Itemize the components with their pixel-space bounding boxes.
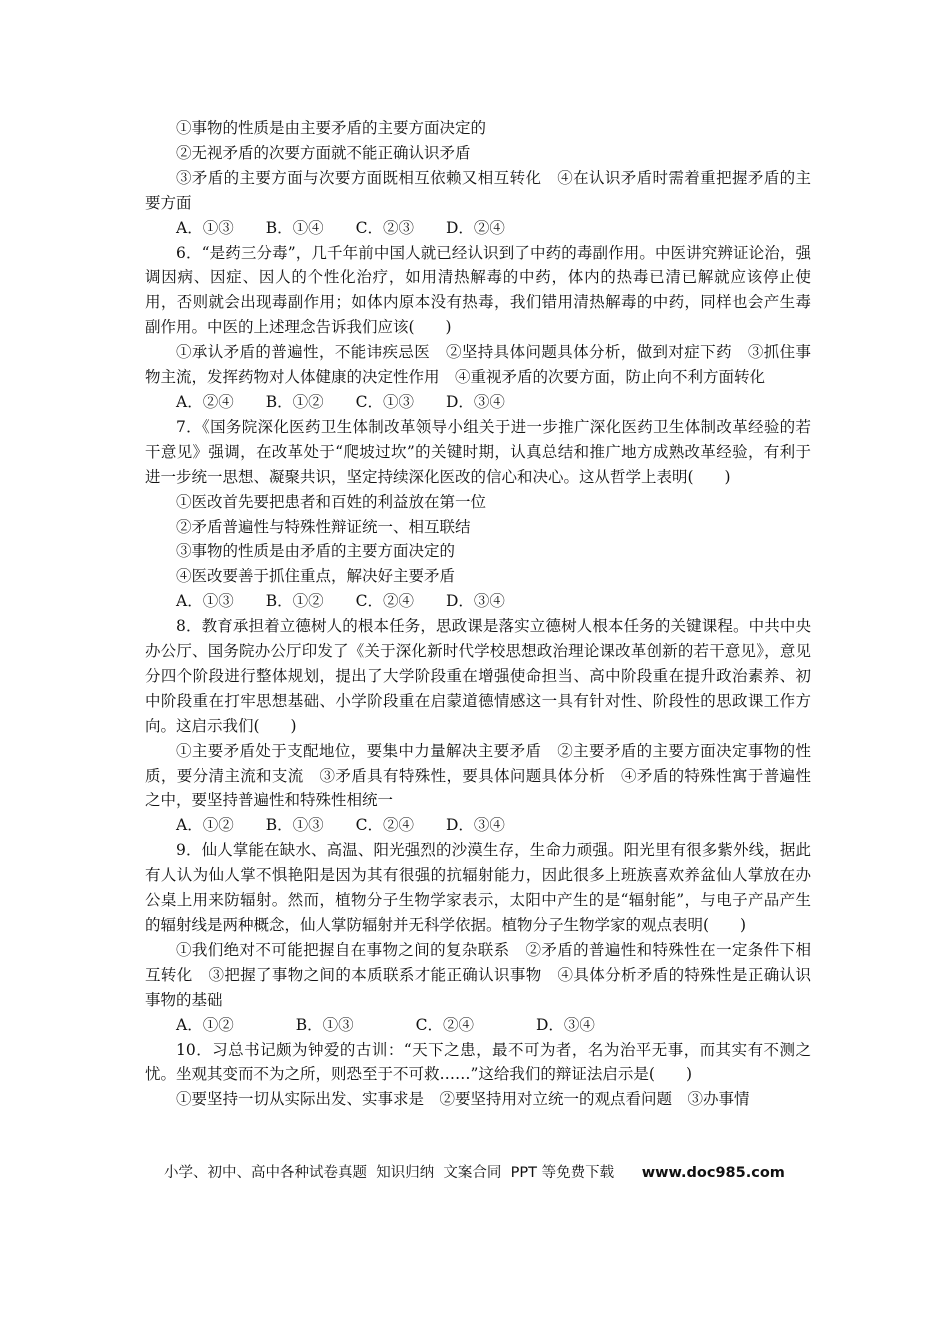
answer-option: D．③④ bbox=[445, 816, 505, 835]
footer-website: www.doc985.com bbox=[641, 1165, 785, 1181]
answer-option: B．①② bbox=[265, 392, 324, 411]
answer-options bbox=[145, 813, 811, 838]
answer-option: B．①② bbox=[265, 592, 324, 611]
answer-options bbox=[145, 216, 811, 241]
page-footer bbox=[164, 1161, 804, 1182]
text-paragraph: ①承认矛盾的普遍性，不能讳疾忌医 ②坚持具体问题具体分析，做到对症下药 ③抓住事物主流，发挥药物对人体健康的决定性作用 ④重视矛盾的次要方面，防止向不利方面转化 bbox=[145, 343, 811, 387]
answer-option: A．①② bbox=[176, 816, 234, 835]
answer-option: C．①③ bbox=[355, 392, 414, 411]
text-paragraph: ②无视矛盾的次要方面就不能正确认识矛盾 bbox=[176, 143, 471, 162]
text-paragraph: ④医改要善于抓住重点，解决好主要矛盾 bbox=[176, 567, 456, 586]
text-paragraph: ③事物的性质是由矛盾的主要方面决定的 bbox=[176, 542, 456, 561]
text-paragraph: 7．《国务院深化医药卫生体制改革领导小组关于进一步推广深化医药卫生体制改革经验的若干意见》强调，在改革处于“爬坡过坎”的关键时期，认真总结和推广地方成熟改革经验，有利于进一步统一思想、凝聚共识，坚定持续深化医改的信心和决心。这从哲学上表明( ) bbox=[145, 417, 811, 486]
answer-option: A．①③ bbox=[176, 218, 234, 237]
answer-option: D．②④ bbox=[445, 218, 505, 237]
answer-option: C．②④ bbox=[355, 592, 414, 611]
text-paragraph: 8．教育承担着立德树人的根本任务，思政课是落实立德树人根本任务的关键课程。中共中央办公厅、国务院办公厅印发了《关于深化新时代学校思想政治理论课改革创新的若干意见》，意见分四个阶段进行整体规划，提出了大学阶段重在增强使命担当、高中阶段重在提升政治素养、初中阶段重在打牢思想基础、小学阶段重在启蒙道德情感这一具有针对性、阶段性的思政课工作方向。这启示我们( ) bbox=[145, 617, 811, 735]
answer-option: D．③④ bbox=[445, 392, 505, 411]
text-paragraph: ①主要矛盾处于支配地位，要集中力量解决主要矛盾 ②主要矛盾的主要方面决定事物的性质，要分清主流和支流 ③矛盾具有特殊性，要具体问题具体分析 ④矛盾的特殊性寓于普遍性之中，要坚持普遍性和特殊性相统一 bbox=[145, 741, 811, 810]
text-paragraph: ①我们绝对不可能把握自在事物之间的复杂联系 ②矛盾的普遍性和特殊性在一定条件下相互转化 ③把握了事物之间的本质联系才能正确认识事物 ④具体分析矛盾的特殊性是正确认识事物的基础 bbox=[145, 940, 811, 1009]
answer-option: C．②④ bbox=[415, 1015, 474, 1034]
text-paragraph: 6．“是药三分毒”，几千年前中国人就已经认识到了中药的毒副作用。中医讲究辨证论治，强调因病、因症、因人的个性化治疗，如用清热解毒的中药，体内的热毒已清已解就应该停止使用，否则就会出现毒副作用；如体内原本没有热毒，我们错用清热解毒的中药，同样也会产生毒副作用。中医的上述理念告诉我们应该( ) bbox=[145, 243, 811, 337]
text-paragraph: 10．习总书记颇为钟爱的古训：“天下之患，最不可为者，名为治平无事，而其实有不测之忧。坐观其变而不为之所，则恐至于不可救……”这给我们的辩证法启示是( ) bbox=[145, 1040, 811, 1084]
answer-option: A．①② bbox=[176, 1015, 234, 1034]
text-paragraph: 9．仙人掌能在缺水、高温、阳光强烈的沙漠生存，生命力顽强。阳光里有很多紫外线，据此有人认为仙人掌不惧艳阳是因为其有很强的抗辐射能力，因此很多上班族喜欢养盆仙人掌放在办公桌上用来防辐射。然而，植物分子生物学家表示，太阳中产生的是“辐射能”，与电子产品产生的辐射线是两种概念，仙人掌防辐射并无科学依据。植物分子生物学家的观点表明( ) bbox=[145, 841, 811, 934]
answer-option: D．③④ bbox=[535, 1015, 595, 1034]
answer-options bbox=[145, 390, 811, 415]
answer-option: C．②③ bbox=[355, 218, 414, 237]
text-paragraph: ①要坚持一切从实际出发、实事求是 ②要坚持用对立统一的观点看问题 ③办事情 bbox=[176, 1090, 750, 1109]
answer-options bbox=[145, 589, 811, 614]
answer-option: A．①③ bbox=[176, 592, 234, 611]
text-paragraph: ①事物的性质是由主要矛盾的主要方面决定的 bbox=[176, 119, 487, 137]
answer-option: D．③④ bbox=[445, 592, 505, 611]
text-paragraph: ②矛盾普遍性与特殊性辩证统一、相互联结 bbox=[176, 517, 471, 536]
footer-text: 小学、初中、高中各种试卷真题 知识归纳 文案合同 PPT 等免费下载 bbox=[164, 1165, 615, 1181]
answer-options bbox=[145, 1013, 811, 1038]
answer-option: B．①④ bbox=[265, 218, 324, 237]
answer-option: A．②④ bbox=[176, 392, 234, 411]
answer-option: B．①③ bbox=[265, 816, 324, 835]
answer-option: C．②④ bbox=[355, 816, 414, 835]
document-body bbox=[145, 116, 811, 1112]
answer-option: B．①③ bbox=[295, 1015, 354, 1034]
text-paragraph: ③矛盾的主要方面与次要方面既相互依赖又相互转化 ④在认识矛盾时需着重把握矛盾的主要方面 bbox=[145, 168, 811, 212]
text-paragraph: ①医改首先要把患者和百姓的利益放在第一位 bbox=[176, 492, 487, 511]
